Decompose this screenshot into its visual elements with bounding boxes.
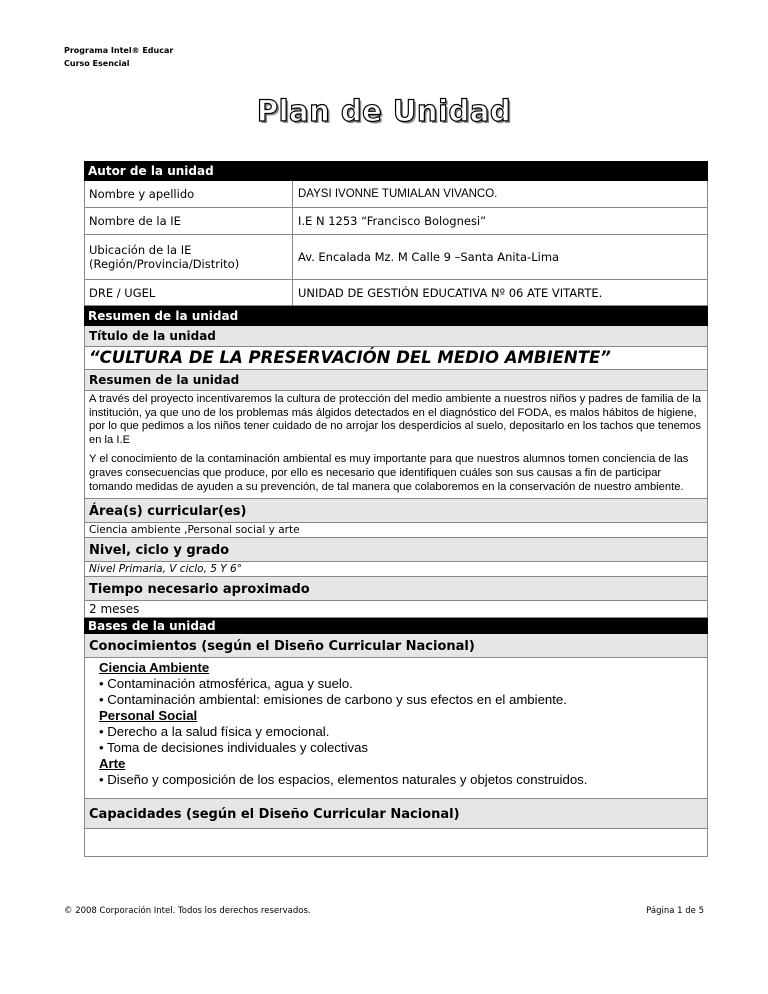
school-name-value: I.E N 1253 “Francisco Bolognesi”: [298, 214, 487, 228]
author-name-value: DAYSI IVONNE TUMIALAN VIVANCO.: [298, 188, 498, 200]
knowledge-item: • Diseño y composición de los espacios, elementos naturales y objetos construidos.: [99, 772, 588, 788]
table-row: [84, 208, 708, 235]
knowledge-item: • Derecho a la salud física y emocional.: [99, 724, 330, 740]
unit-title-label: Título de la unidad: [84, 326, 708, 347]
row-label: Nombre y apellido: [85, 181, 293, 207]
estimated-time-label: Tiempo necesario aproximado: [84, 577, 708, 601]
summary-paragraph: A través del proyecto incentivaremos la cultura de protección del medio ambiente a nuestros niños y padres de familia de la institución, ya que uno de los problemas más álgidos detectados en el diagnóstico del FODA, es malos hábitos de higiene, por lo que pedimos a los niños tener cuidado de no arrojar los desperdicios al suelo, depositarlo en los tachos que tenemos en la I.E: [89, 393, 701, 446]
summary-paragraph: Y el conocimiento de la contaminación ambiental es muy importante para que nuestros alumnos tomen conciencia de las graves consecuencias que produce, por ello es necesario que identifiquen cuáles son sus causas a fin de participar tomando medidas de ayuden a su prevención, de tal manera que colaboremos en la conservación de nuestro ambiente.: [89, 453, 689, 493]
dre-ugel-value: UNIDAD DE GESTIÓN EDUCATIVA Nº 06 ATE VITARTE.: [298, 285, 603, 300]
estimated-time-value: 2 meses: [84, 601, 708, 618]
capacities-label: Capacidades (según el Diseño Curricular Nacional): [84, 799, 708, 829]
page-title: Plan de Unidad: [256, 94, 512, 128]
unit-summary-label: Resumen de la unidad: [84, 370, 708, 391]
section-bar-autor: Autor de la unidad: [84, 161, 708, 181]
section-bar-bases: Bases de la unidad: [84, 618, 708, 634]
knowledge-label: Conocimientos (según el Diseño Curricular Nacional): [84, 634, 708, 658]
knowledge-item: • Contaminación atmosférica, agua y suelo.: [99, 676, 353, 692]
area-heading: Arte: [99, 756, 126, 772]
level-cycle-grade-value: Nivel Primaria, V ciclo, 5 Y 6°: [84, 562, 708, 577]
school-location-value: Av. Encalada Mz. M Calle 9 –Santa Anita-Lima: [298, 250, 560, 264]
unit-title: “CULTURA DE LA PRESERVACIÓN DEL MEDIO AMBIENTE”: [84, 347, 708, 370]
page-number: Página 1 de 5: [646, 906, 704, 916]
area-heading: Ciencia Ambiente: [99, 660, 210, 676]
program-name: Programa Intel® Educar: [64, 46, 174, 55]
table-row: [84, 181, 708, 208]
knowledge-content: [84, 658, 708, 799]
row-label: Ubicación de la IE (Región/Provincia/Distrito): [85, 235, 293, 279]
knowledge-item: • Contaminación ambiental: emisiones de carbono y sus efectos en el ambiente.: [99, 692, 567, 708]
capacities-content: [84, 829, 708, 857]
curricular-areas-value: Ciencia ambiente ,Personal social y arte: [84, 523, 708, 538]
copyright-notice: © 2008 Corporación Intel. Todos los derechos reservados.: [64, 906, 311, 916]
section-bar-resumen: Resumen de la unidad: [84, 306, 708, 326]
course-name: Curso Esencial: [64, 59, 130, 68]
table-row: [84, 280, 708, 306]
document-header: [64, 44, 173, 70]
knowledge-item: • Toma de decisiones individuales y colectivas: [99, 740, 368, 756]
curricular-areas-label: Área(s) curricular(es): [84, 499, 708, 523]
row-label: DRE / UGEL: [85, 280, 293, 305]
unit-plan-table: [84, 161, 708, 857]
area-heading: Personal Social: [99, 708, 198, 724]
unit-summary: [84, 391, 708, 499]
row-label: Nombre de la IE: [85, 208, 293, 234]
table-row: [84, 235, 708, 280]
level-cycle-grade-label: Nivel, ciclo y grado: [84, 538, 708, 562]
